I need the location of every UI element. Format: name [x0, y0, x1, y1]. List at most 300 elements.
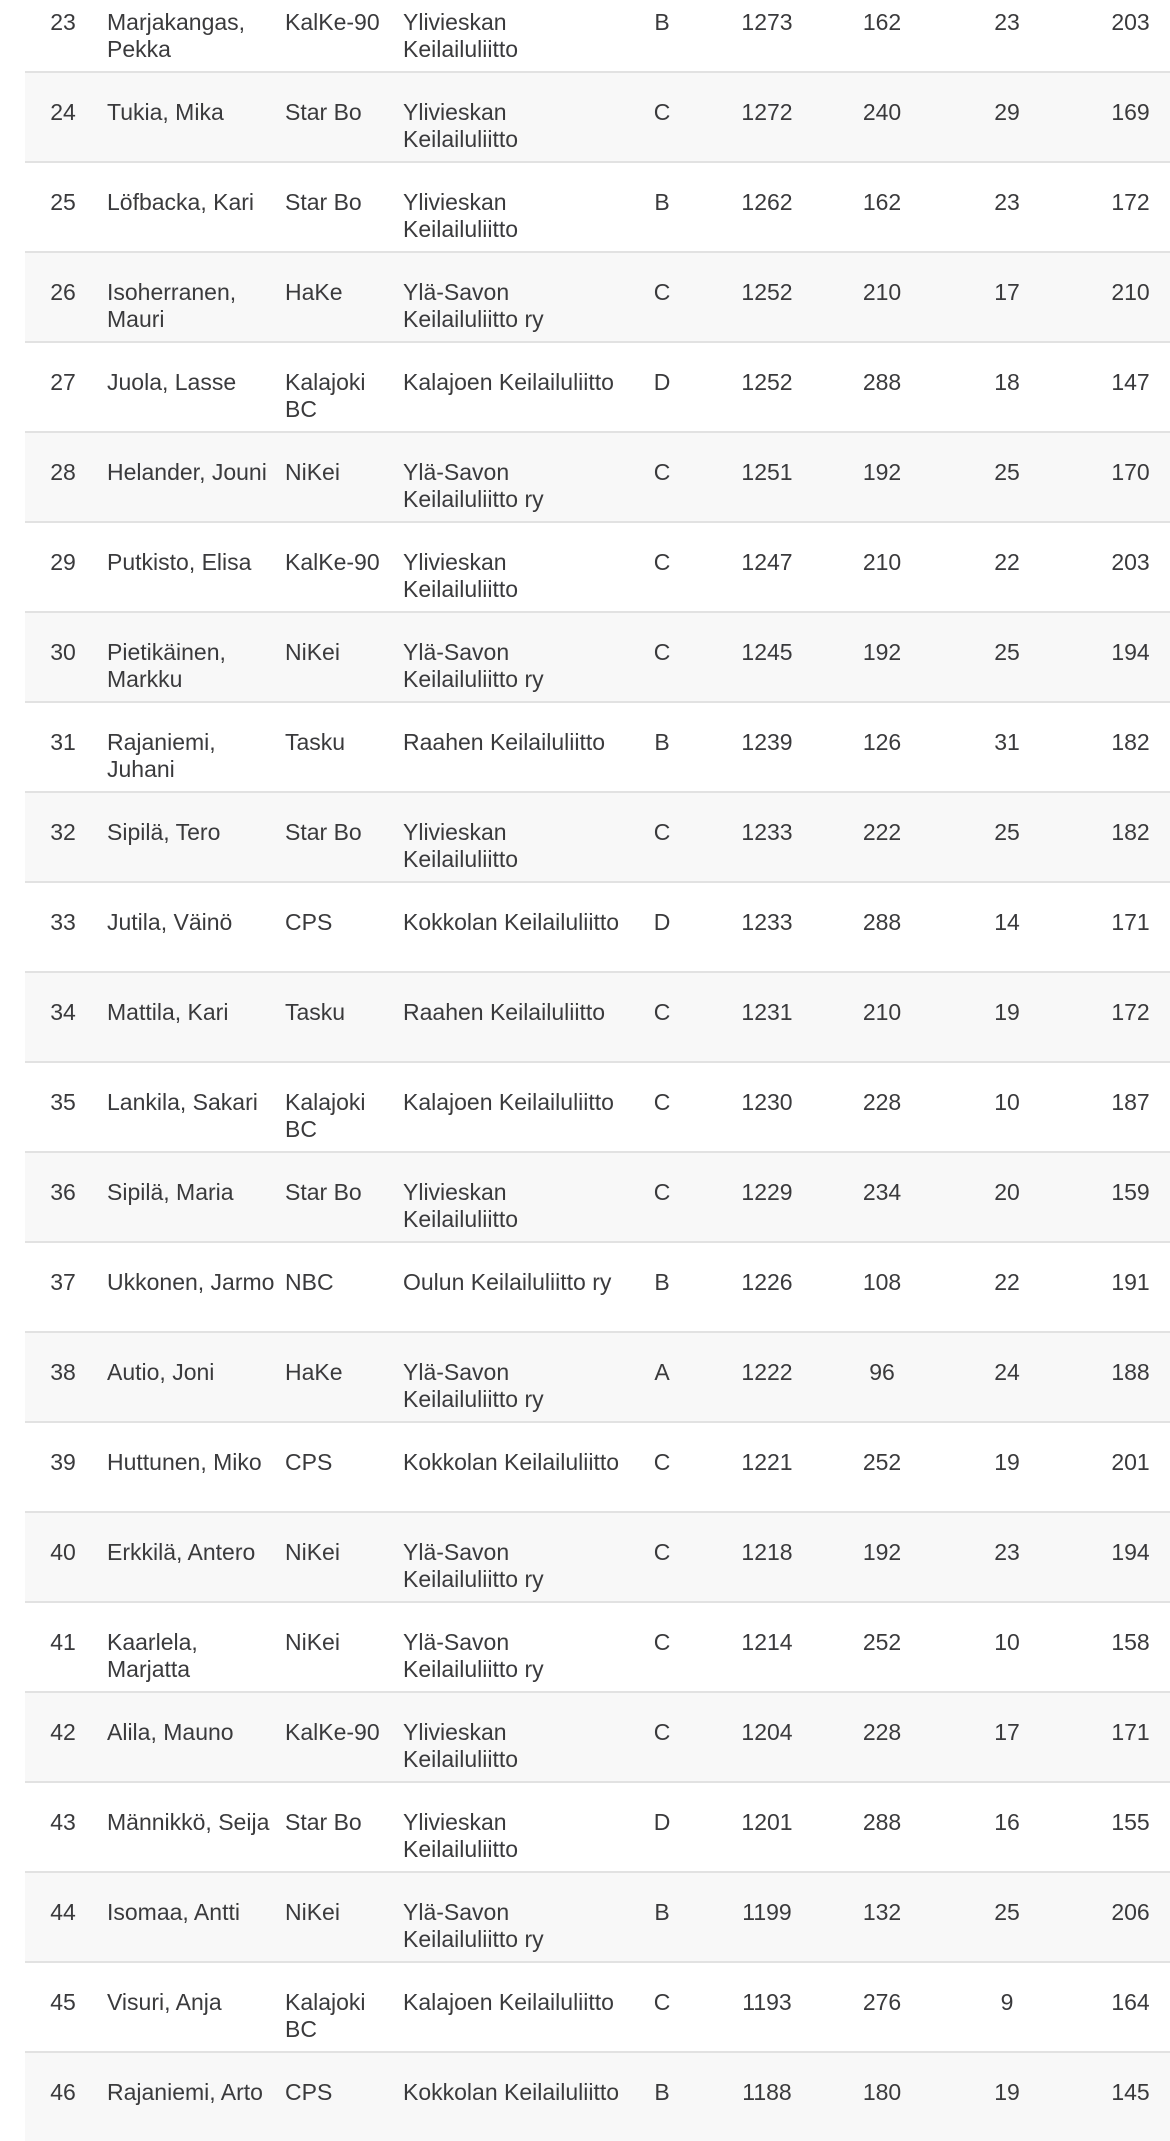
rank-cell-text: 34: [50, 999, 76, 1025]
player-name-cell-text: Juola, Lasse: [107, 369, 237, 395]
total-cell-text: 1199: [742, 1899, 792, 1925]
player-name-cell-text: Pietikäinen, Markku: [107, 639, 226, 692]
rank-cell-text: 30: [50, 639, 76, 665]
player-name-cell-text: Männikkö, Seija: [107, 1809, 270, 1835]
association-cell: [403, 1782, 625, 1872]
average-cell-text: 164: [1111, 1989, 1150, 2015]
association-cell: [403, 0, 625, 72]
club-cell-text: Kalajoki BC: [285, 1089, 366, 1142]
total-cell-text: 1252: [741, 279, 793, 305]
rank-cell-text: 32: [50, 819, 76, 845]
association-cell: [403, 1332, 625, 1422]
player-name-cell: [101, 612, 285, 702]
handicap-cell: [835, 342, 929, 432]
games-cell-text: 17: [994, 1719, 1020, 1745]
club-cell-text: KalKe-90: [285, 9, 380, 35]
player-name-cell: [101, 1512, 285, 1602]
club-cell-text: Kalajoki BC: [285, 369, 366, 422]
total-cell: [699, 1512, 835, 1602]
total-cell-text: 1273: [741, 9, 793, 35]
class-cell-text: C: [653, 639, 671, 665]
handicap-cell: [835, 0, 929, 72]
class-cell-text: B: [654, 729, 670, 755]
association-cell: [403, 612, 625, 702]
rank-cell-text: 41: [50, 1629, 76, 1655]
total-cell-text: 1251: [741, 459, 793, 485]
player-name-cell-text: Lankila, Sakari: [107, 1089, 258, 1115]
games-cell-text: 23: [994, 9, 1020, 35]
class-cell: [625, 702, 699, 792]
total-cell-text: 1218: [741, 1539, 793, 1565]
player-name-cell-text: Jutila, Väinö: [107, 909, 233, 935]
handicap-cell-text: 162: [862, 9, 902, 35]
club-cell-text: Tasku: [285, 729, 346, 755]
class-cell-text: C: [653, 1449, 671, 1475]
rank-cell-text: 23: [50, 9, 76, 35]
rank-cell: [25, 882, 101, 972]
table-row: [25, 1512, 1170, 1602]
player-name-cell-text: Rajaniemi, Juhani: [107, 729, 216, 782]
class-cell: [625, 522, 699, 612]
rank-cell: [25, 702, 101, 792]
club-cell: [285, 1152, 403, 1242]
total-cell-text: 1252: [741, 369, 793, 395]
rank-cell: [25, 1962, 101, 2052]
games-cell: [929, 72, 1085, 162]
association-cell-text: Ylä-Savon Keilailuliitto ry: [403, 1899, 544, 1952]
handicap-cell-text: 180: [862, 2079, 902, 2105]
total-cell-text: 1221: [741, 1449, 793, 1475]
rank-cell-text: 44: [50, 1899, 76, 1925]
player-name-cell-text: Ukkonen, Jarmo: [107, 1269, 275, 1295]
games-cell-text: 18: [994, 369, 1020, 395]
rank-cell-text: 40: [50, 1539, 76, 1565]
average-cell-text: 145: [1111, 2079, 1150, 2105]
player-name-cell-text: Putkisto, Elisa: [107, 549, 252, 575]
club-cell-text: CPS: [285, 909, 333, 935]
rank-cell-text: 43: [50, 1809, 76, 1835]
games-cell-text: 10: [994, 1629, 1020, 1655]
average-cell: [1085, 342, 1170, 432]
rank-cell: [25, 252, 101, 342]
average-cell-text: 170: [1111, 459, 1150, 485]
total-cell-text: 1233: [741, 909, 793, 935]
total-cell-text: 1204: [741, 1719, 793, 1745]
class-cell-text: C: [653, 1719, 671, 1745]
association-cell-text: Ylivieskan Keilailuliitto: [403, 9, 519, 62]
class-cell-text: D: [653, 909, 671, 935]
handicap-cell: [835, 522, 929, 612]
association-cell: [403, 1692, 625, 1782]
association-cell: [403, 522, 625, 612]
club-cell: [285, 1962, 403, 2052]
total-cell: [699, 1872, 835, 1962]
average-cell-text: 187: [1111, 1089, 1150, 1115]
handicap-cell-text: 126: [862, 729, 902, 755]
player-name-cell-text: Löfbacka, Kari: [107, 189, 255, 215]
association-cell-text: Ylivieskan Keilailuliitto: [403, 819, 519, 872]
association-cell: [403, 432, 625, 522]
club-cell-text: Star Bo: [285, 189, 362, 215]
games-cell: [929, 432, 1085, 522]
association-cell: [403, 972, 625, 1062]
handicap-cell: [835, 612, 929, 702]
handicap-cell-text: 228: [862, 1089, 902, 1115]
rank-cell: [25, 1422, 101, 1512]
club-cell-text: HaKe: [285, 1359, 343, 1385]
class-cell: [625, 432, 699, 522]
club-cell-text: NiKei: [285, 1539, 340, 1565]
club-cell: [285, 702, 403, 792]
player-name-cell-text: Kaarlela, Marjatta: [107, 1629, 198, 1682]
games-cell-text: 17: [994, 279, 1020, 305]
handicap-cell-text: 108: [862, 1269, 902, 1295]
player-name-cell: [101, 1332, 285, 1422]
class-cell-text: C: [653, 819, 671, 845]
games-cell-text: 24: [994, 1359, 1020, 1385]
player-name-cell: [101, 432, 285, 522]
games-cell: [929, 1512, 1085, 1602]
total-cell: [699, 1152, 835, 1242]
games-cell-text: 25: [994, 459, 1020, 485]
games-cell-text: 19: [994, 2079, 1020, 2105]
club-cell-text: NiKei: [285, 1899, 340, 1925]
club-cell-text: Kalajoki BC: [285, 1989, 366, 2042]
player-name-cell: [101, 1422, 285, 1512]
player-name-cell: [101, 162, 285, 252]
rank-cell-text: 27: [50, 369, 76, 395]
handicap-cell-text: 234: [862, 1179, 902, 1205]
rank-cell-text: 26: [50, 279, 76, 305]
games-cell: [929, 1962, 1085, 2052]
handicap-cell-text: 192: [862, 459, 902, 485]
player-name-cell: [101, 252, 285, 342]
games-cell-text: 9: [1000, 1989, 1014, 2015]
class-cell: [625, 792, 699, 882]
rank-cell-text: 42: [50, 1719, 76, 1745]
average-cell: [1085, 0, 1170, 72]
table-row: [25, 432, 1170, 522]
club-cell-text: NiKei: [285, 639, 340, 665]
club-cell-text: HaKe: [285, 279, 343, 305]
average-cell: [1085, 1422, 1170, 1512]
class-cell-text: D: [653, 1809, 671, 1835]
total-cell: [699, 0, 835, 72]
total-cell-text: 1245: [741, 639, 793, 665]
average-cell-text: 201: [1111, 1449, 1150, 1475]
class-cell-text: C: [653, 1179, 671, 1205]
handicap-cell-text: 210: [862, 999, 902, 1025]
player-name-cell: [101, 1782, 285, 1872]
club-cell-text: Star Bo: [285, 819, 362, 845]
association-cell: [403, 702, 625, 792]
rank-cell: [25, 1512, 101, 1602]
club-cell: [285, 522, 403, 612]
class-cell: [625, 612, 699, 702]
association-cell: [403, 1422, 625, 1512]
association-cell: [403, 162, 625, 252]
handicap-cell: [835, 792, 929, 882]
total-cell: [699, 1602, 835, 1692]
club-cell-text: NBC: [285, 1269, 334, 1295]
class-cell: [625, 1062, 699, 1152]
handicap-cell: [835, 702, 929, 792]
total-cell: [699, 792, 835, 882]
player-name-cell-text: Sipilä, Tero: [107, 819, 221, 845]
class-cell-text: C: [653, 1989, 671, 2015]
total-cell: [699, 702, 835, 792]
handicap-cell: [835, 1782, 929, 1872]
class-cell-text: B: [654, 1269, 670, 1295]
average-cell: [1085, 882, 1170, 972]
table-row: [25, 342, 1170, 432]
association-cell: [403, 1242, 625, 1332]
rank-cell-text: 31: [50, 729, 76, 755]
handicap-cell: [835, 72, 929, 162]
association-cell-text: Raahen Keilailuliitto: [403, 729, 606, 755]
average-cell: [1085, 702, 1170, 792]
association-cell: [403, 792, 625, 882]
club-cell-text: Star Bo: [285, 99, 362, 125]
average-cell: [1085, 1782, 1170, 1872]
club-cell: [285, 1062, 403, 1152]
club-cell: [285, 972, 403, 1062]
club-cell: [285, 1872, 403, 1962]
class-cell: [625, 0, 699, 72]
total-cell-text: 1230: [741, 1089, 793, 1115]
average-cell-text: 172: [1111, 189, 1150, 215]
player-name-cell: [101, 792, 285, 882]
rank-cell: [25, 342, 101, 432]
handicap-cell-text: 222: [862, 819, 902, 845]
total-cell: [699, 72, 835, 162]
total-cell: [699, 1692, 835, 1782]
handicap-cell: [835, 1692, 929, 1782]
total-cell: [699, 1782, 835, 1872]
table-row: [25, 972, 1170, 1062]
rank-cell: [25, 432, 101, 522]
club-cell: [285, 252, 403, 342]
player-name-cell: [101, 1692, 285, 1782]
handicap-cell: [835, 882, 929, 972]
games-cell: [929, 792, 1085, 882]
total-cell: [699, 1242, 835, 1332]
association-cell-text: Kalajoen Keilailuliitto: [403, 1089, 614, 1115]
association-cell-text: Kokkolan Keilailuliitto: [403, 909, 620, 935]
total-cell-text: 1229: [741, 1179, 793, 1205]
total-cell: [699, 432, 835, 522]
association-cell-text: Ylä-Savon Keilailuliitto ry: [403, 639, 544, 692]
games-cell-text: 29: [994, 99, 1020, 125]
club-cell-text: NiKei: [285, 459, 340, 485]
association-cell-text: Ylä-Savon Keilailuliitto ry: [403, 459, 544, 512]
player-name-cell: [101, 972, 285, 1062]
club-cell-text: CPS: [285, 1449, 333, 1475]
handicap-cell-text: 96: [869, 1359, 895, 1385]
rank-cell: [25, 0, 101, 72]
class-cell: [625, 1782, 699, 1872]
association-cell-text: Oulun Keilailuliitto ry: [403, 1269, 612, 1295]
games-cell-text: 19: [994, 1449, 1020, 1475]
total-cell: [699, 1962, 835, 2052]
table-row: [25, 1602, 1170, 1692]
games-cell: [929, 1332, 1085, 1422]
handicap-cell-text: 132: [862, 1899, 902, 1925]
association-cell-text: Raahen Keilailuliitto: [403, 999, 606, 1025]
rank-cell-text: 25: [50, 189, 76, 215]
club-cell: [285, 1422, 403, 1512]
rank-cell: [25, 1242, 101, 1332]
class-cell-text: B: [654, 1899, 670, 1925]
games-cell-text: 22: [994, 549, 1020, 575]
total-cell: [699, 1422, 835, 1512]
handicap-cell-text: 192: [862, 1539, 902, 1565]
average-cell-text: 191: [1111, 1269, 1150, 1295]
class-cell-text: C: [653, 1629, 671, 1655]
table-row: [25, 702, 1170, 792]
rank-cell-text: 33: [50, 909, 76, 935]
games-cell: [929, 882, 1085, 972]
association-cell-text: Ylivieskan Keilailuliitto: [403, 99, 519, 152]
rank-cell: [25, 972, 101, 1062]
player-name-cell-text: Autio, Joni: [107, 1359, 215, 1385]
games-cell-text: 22: [994, 1269, 1020, 1295]
handicap-cell: [835, 1872, 929, 1962]
player-name-cell: [101, 1962, 285, 2052]
rank-cell: [25, 792, 101, 882]
average-cell-text: 194: [1111, 639, 1150, 665]
table-row: [25, 1872, 1170, 1962]
player-name-cell-text: Alila, Mauno: [107, 1719, 234, 1745]
total-cell-text: 1247: [741, 549, 793, 575]
table-row: [25, 72, 1170, 162]
association-cell-text: Ylä-Savon Keilailuliitto ry: [403, 1629, 544, 1682]
table-row: [25, 162, 1170, 252]
class-cell: [625, 252, 699, 342]
class-cell: [625, 1242, 699, 1332]
handicap-cell: [835, 162, 929, 252]
average-cell: [1085, 252, 1170, 342]
player-name-cell-text: Rajaniemi, Arto: [107, 2079, 263, 2105]
total-cell: [699, 342, 835, 432]
player-name-cell: [101, 1602, 285, 1692]
average-cell-text: 171: [1111, 909, 1150, 935]
handicap-cell-text: 288: [862, 909, 902, 935]
handicap-cell-text: 228: [862, 1719, 902, 1745]
average-cell-text: 155: [1111, 1809, 1150, 1835]
player-name-cell-text: Isomaa, Antti: [107, 1899, 240, 1925]
class-cell-text: C: [653, 99, 671, 125]
club-cell: [285, 1782, 403, 1872]
association-cell: [403, 1512, 625, 1602]
table-row: [25, 612, 1170, 702]
association-cell: [403, 72, 625, 162]
table-row: [25, 1422, 1170, 1512]
association-cell-text: Ylivieskan Keilailuliitto: [403, 549, 519, 602]
player-name-cell-text: Erkkilä, Antero: [107, 1539, 256, 1565]
class-cell-text: C: [653, 1539, 671, 1565]
average-cell: [1085, 792, 1170, 882]
class-cell-text: B: [654, 9, 670, 35]
games-cell-text: 31: [994, 729, 1020, 755]
results-table: [25, 0, 1170, 2141]
player-name-cell-text: Helander, Jouni: [107, 459, 267, 485]
average-cell: [1085, 1062, 1170, 1152]
association-cell: [403, 342, 625, 432]
table-row: [25, 1962, 1170, 2052]
class-cell: [625, 1692, 699, 1782]
games-cell: [929, 1242, 1085, 1332]
handicap-cell-text: 210: [862, 549, 902, 575]
results-body: [25, 0, 1170, 2141]
association-cell: [403, 1602, 625, 1692]
class-cell: [625, 1152, 699, 1242]
rank-cell-text: 46: [50, 2079, 76, 2105]
player-name-cell: [101, 882, 285, 972]
total-cell-text: 1239: [741, 729, 793, 755]
player-name-cell-text: Mattila, Kari: [107, 999, 229, 1025]
average-cell: [1085, 162, 1170, 252]
average-cell-text: 182: [1111, 819, 1150, 845]
association-cell-text: Kalajoen Keilailuliitto: [403, 369, 614, 395]
games-cell-text: 25: [994, 1899, 1020, 1925]
total-cell-text: 1226: [741, 1269, 793, 1295]
games-cell: [929, 162, 1085, 252]
association-cell-text: Ylivieskan Keilailuliitto: [403, 189, 519, 242]
games-cell: [929, 612, 1085, 702]
rank-cell: [25, 162, 101, 252]
total-cell: [699, 972, 835, 1062]
table-row: [25, 1332, 1170, 1422]
total-cell: [699, 882, 835, 972]
club-cell: [285, 792, 403, 882]
total-cell-text: 1193: [742, 1989, 792, 2015]
average-cell: [1085, 612, 1170, 702]
total-cell-text: 1231: [741, 999, 793, 1025]
association-cell: [403, 1962, 625, 2052]
rank-cell: [25, 1062, 101, 1152]
rank-cell-text: 45: [50, 1989, 76, 2015]
handicap-cell-text: 276: [862, 1989, 902, 2015]
handicap-cell: [835, 1152, 929, 1242]
club-cell: [285, 1242, 403, 1332]
games-cell: [929, 1782, 1085, 1872]
rank-cell: [25, 1152, 101, 1242]
games-cell-text: 25: [994, 639, 1020, 665]
rank-cell: [25, 1872, 101, 1962]
club-cell: [285, 1332, 403, 1422]
rank-cell: [25, 1692, 101, 1782]
class-cell: [625, 1872, 699, 1962]
player-name-cell-text: Visuri, Anja: [107, 1989, 222, 2015]
average-cell-text: 169: [1111, 99, 1150, 125]
handicap-cell-text: 288: [862, 1809, 902, 1835]
club-cell: [285, 162, 403, 252]
player-name-cell: [101, 0, 285, 72]
rank-cell-text: 38: [50, 1359, 76, 1385]
total-cell-text: 1272: [741, 99, 793, 125]
player-name-cell: [101, 1872, 285, 1962]
class-cell-text: C: [653, 279, 671, 305]
handicap-cell: [835, 1602, 929, 1692]
average-cell-text: 158: [1111, 1629, 1150, 1655]
club-cell-text: Star Bo: [285, 1179, 362, 1205]
table-row: [25, 1692, 1170, 1782]
class-cell: [625, 1512, 699, 1602]
rank-cell-text: 29: [50, 549, 76, 575]
class-cell: [625, 1422, 699, 1512]
player-name-cell-text: Isoherranen, Mauri: [107, 279, 237, 332]
